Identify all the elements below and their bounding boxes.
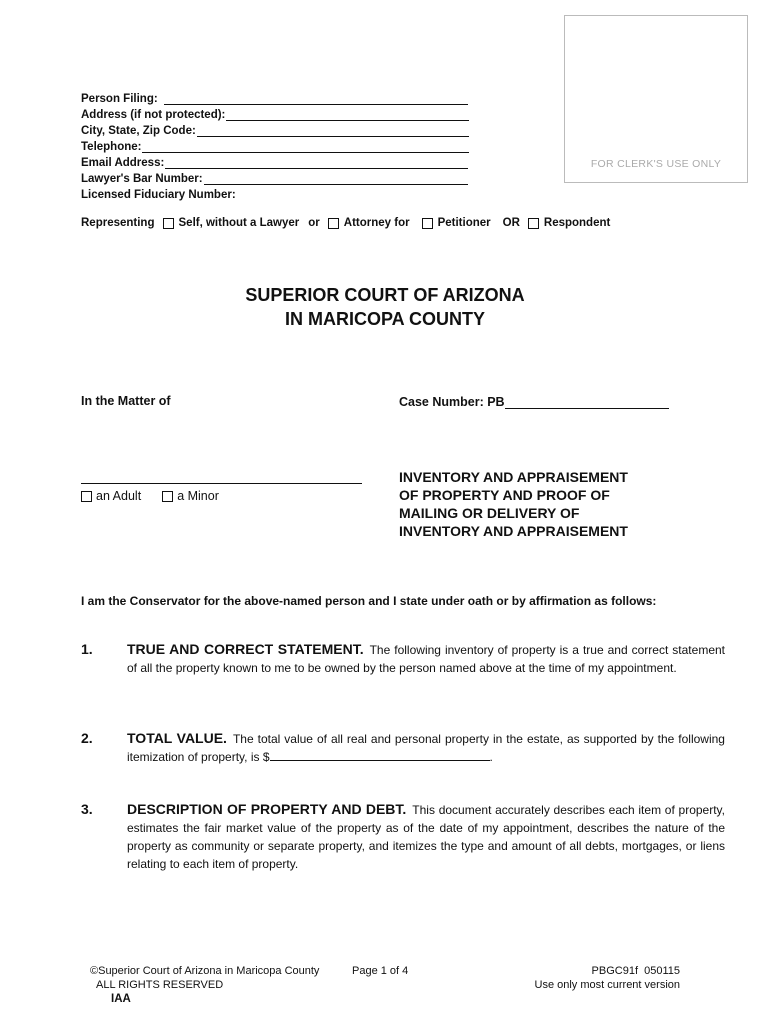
address-line[interactable] [226, 108, 469, 121]
petitioner-checkbox[interactable] [422, 218, 433, 229]
minor-checkbox[interactable] [162, 491, 173, 502]
matter-name-line[interactable] [81, 483, 362, 484]
city-state-zip-row[interactable] [81, 121, 469, 137]
person-filing-row[interactable] [81, 89, 468, 105]
person-filing-line[interactable] [164, 92, 468, 105]
telephone-line[interactable] [142, 140, 469, 153]
footer-page: Page 1 of 4 [352, 965, 409, 977]
address-label: Address (if not protected): [81, 109, 226, 121]
document-title [399, 468, 628, 540]
section-2-heading: TOTAL VALUE. [127, 730, 227, 746]
section-2-text-end: . [489, 750, 493, 764]
party-type-row [81, 489, 219, 503]
section-3-heading: DESCRIPTION OF PROPERTY AND DEBT. [127, 801, 407, 817]
clerk-use-label: FOR CLERK'S USE ONLY [590, 158, 722, 170]
document-title-line-1: INVENTORY AND APPRAISEMENT [399, 469, 628, 485]
footer-left [90, 964, 319, 1006]
email-label: Email Address: [81, 157, 165, 169]
footer-form-id: PBGC91f 050115 [591, 965, 680, 977]
footer-right [500, 964, 680, 992]
bar-number-label: Lawyer's Bar Number: [81, 173, 203, 185]
adult-checkbox[interactable] [81, 491, 92, 502]
footer-copyright: ©Superior Court of Arizona in Maricopa County [90, 965, 320, 977]
case-number-line[interactable] [505, 394, 669, 409]
self-label: Self, without a Lawyer [178, 217, 300, 229]
section-3-text: This document accurately describes each item of property, estimates the fair market value of the property as of the date of my appointment, describes the nature of the property as community or separate property, and itemizes the type and amount of all debts, mortgages, or liens relating to each item of property. [127, 803, 726, 871]
attorney-checkbox[interactable] [328, 218, 339, 229]
representing-label: Representing [81, 217, 155, 229]
total-value-line[interactable] [270, 748, 490, 761]
court-county: IN MARICOPA COUNTY [285, 309, 485, 329]
footer-rights: ALL RIGHTS RESERVED [96, 979, 224, 991]
city-state-zip-label: City, State, Zip Code: [81, 125, 196, 137]
minor-label: a Minor [177, 489, 219, 503]
document-title-line-4: INVENTORY AND APPRAISEMENT [399, 523, 628, 539]
respondent-checkbox[interactable] [528, 218, 539, 229]
address-row[interactable] [81, 105, 469, 121]
section-3-number: 3. [81, 801, 93, 817]
telephone-label: Telephone: [81, 141, 142, 153]
footer-code: IAA [111, 993, 131, 1005]
adult-label: an Adult [96, 489, 142, 503]
telephone-row[interactable] [81, 137, 469, 153]
footer-version-note: Use only most current version [534, 979, 680, 991]
section-2-number: 2. [81, 730, 93, 746]
section-1-text: The following inventory of property is a true and correct statement of all the property known to me to be owned by the person named above at the time of my appointment. [127, 643, 725, 675]
fiduciary-number-row[interactable] [81, 185, 236, 201]
respondent-label: Respondent [543, 217, 611, 229]
document-title-line-2: OF PROPERTY AND PROOF OF [399, 487, 610, 503]
fiduciary-number-label: Licensed Fiduciary Number: [81, 189, 236, 201]
oath-statement: I am the Conservator for the above-named person and I state under oath or by affirmation as follows: [81, 594, 657, 608]
section-1-number: 1. [81, 641, 93, 657]
email-row[interactable] [81, 153, 468, 169]
city-state-zip-line[interactable] [197, 124, 469, 137]
section-1-paragraph [127, 640, 725, 677]
document-title-line-3: MAILING OR DELIVERY OF [399, 505, 580, 521]
bar-number-line[interactable] [204, 172, 468, 185]
representing-row [81, 217, 610, 229]
section-2-text: The total value of all real and personal property in the estate, as supported by the following itemization of property, is $ [127, 732, 725, 764]
self-checkbox[interactable] [163, 218, 174, 229]
section-2-paragraph [127, 729, 725, 766]
or-label: or [308, 217, 320, 229]
bar-number-row[interactable] [81, 169, 468, 185]
email-line[interactable] [165, 156, 468, 169]
or-caps-label: OR [502, 217, 520, 229]
petitioner-label: Petitioner [437, 217, 491, 229]
case-number-label: Case Number: PB [399, 395, 505, 409]
court-name: SUPERIOR COURT OF ARIZONA [245, 285, 525, 305]
person-filing-label: Person Filing: [81, 93, 158, 105]
attorney-label: Attorney for [343, 217, 410, 229]
section-3-paragraph [127, 800, 725, 873]
section-1-heading: TRUE AND CORRECT STATEMENT. [127, 641, 364, 657]
case-number-row[interactable] [399, 394, 669, 409]
matter-label: In the Matter of [81, 394, 171, 408]
